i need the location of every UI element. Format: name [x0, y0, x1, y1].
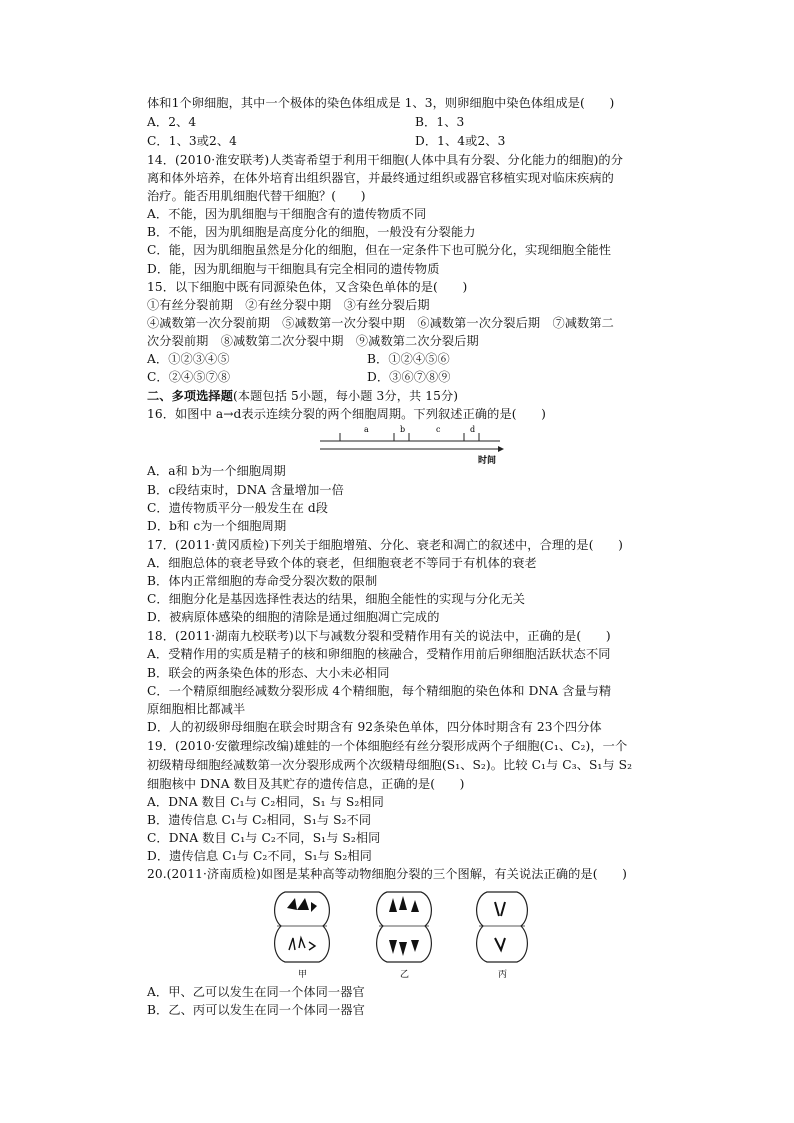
- q18-option-d: D．人的初级卵母细胞在联会时期含有 92条染色单体，四分体时期含有 23个四分体: [147, 720, 602, 734]
- q14-stem-line1: 14．(2010·淮安联考)人类寄希望于利用干细胞(人体中具有分裂、分化能力的细胞)的分: [147, 153, 624, 167]
- chromosome-shape: [287, 898, 317, 912]
- cell-cycle-timeline-figure: [318, 422, 504, 466]
- q13-stem-line: 体和1个卵细胞，其中一个极体的染色体组成是 1、3，则卵细胞中染色体组成是( ): [147, 96, 615, 110]
- q15-options-row1: [147, 351, 450, 368]
- timeline-label-a: a: [364, 425, 369, 434]
- q15-list-line2: ④减数第一次分裂前期 ⑤减数第一次分裂中期 ⑥减数第一次分裂后期 ⑦减数第二: [147, 316, 614, 330]
- q13-option-c: C．1、3或2、4: [147, 134, 237, 148]
- chromosome-shape: [289, 938, 315, 950]
- chromosome-shape: [495, 938, 505, 950]
- cell-label-yi: 乙: [400, 970, 410, 980]
- q19-option-a: A．DNA 数目 C₁与 C₂相同，S₁ 与 S₂相同: [147, 795, 384, 809]
- cell-division-diagrams: [265, 884, 545, 982]
- q16-stem: 16．如图中 a→d表示连续分裂的两个细胞周期。下列叙述正确的是( ): [147, 407, 547, 421]
- q16-option-d: D．b和 c为一个细胞周期: [147, 519, 287, 533]
- section-2-title: 二、多项选择题: [147, 389, 234, 403]
- q13-option-b: B．1、3: [415, 115, 465, 129]
- q15-list-line1: ①有丝分裂前期 ②有丝分裂中期 ③有丝分裂后期: [147, 298, 430, 312]
- q15-list-line3: 次分裂前期 ⑧减数第二次分裂中期 ⑨减数第二次分裂后期: [147, 334, 479, 348]
- q20-option-b: B．乙、丙可以发生在同一个体同一器官: [147, 1003, 365, 1017]
- cell-label-jia: 甲: [298, 970, 308, 980]
- q19-stem-line2: 初级精母细胞经减数第一次分裂形成两个次级精母细胞(S₁、S₂)。比较 C₁与 C₃、S₁与 S₂: [147, 758, 633, 772]
- timeline-label-b: b: [400, 425, 406, 434]
- cell-diagram-bing: [477, 892, 528, 980]
- q16-option-a: A．a和 b为一个细胞周期: [147, 464, 286, 478]
- section-2-heading: [147, 388, 458, 405]
- q19-stem-line1: 19．(2010·安徽理综改编)雄蛙的一个体细胞经有丝分裂形成两个子细胞(C₁、C₂)，一个: [147, 739, 628, 753]
- q14-stem-line2: 离和体外培养，在体外培育出组织器官，并最终通过组织或器官移植实现对临床疾病的: [147, 171, 614, 185]
- q14-option-b: B．不能，因为肌细胞是高度分化的细胞，一般没有分裂能力: [147, 225, 476, 239]
- q15-option-d: D．③⑥⑦⑧⑨: [367, 370, 451, 384]
- q20-stem: 20.(2011·济南质检)如图是某种高等动物细胞分裂的三个图解，有关说法正确的是( ): [147, 867, 627, 881]
- q16-option-c: C．遗传物质平分一般发生在 d段: [147, 501, 329, 515]
- q14-stem-line3: 治疗。能否用肌细胞代替干细胞？( ): [147, 189, 366, 203]
- q19-option-b: B．遗传信息 C₁与 C₂相同，S₁与 S₂不同: [147, 813, 372, 827]
- q19-stem-line3: 细胞核中 DNA 数目及其贮存的遗传信息，正确的是( ): [147, 777, 465, 791]
- q15-options-row2: [147, 369, 451, 386]
- q14-option-a: A．不能，因为肌细胞与干细胞含有的遗传物质不同: [147, 207, 427, 221]
- q18-option-c-line2: 原细胞相比都减半: [147, 702, 246, 716]
- q20-option-a: A．甲、乙可以发生在同一个体同一器官: [147, 985, 365, 999]
- q15-option-a: A．①②③④⑤: [147, 352, 230, 366]
- q14-option-d: D．能，因为肌细胞与干细胞具有完全相同的遗传物质: [147, 262, 440, 276]
- timeline-label-c: c: [436, 425, 441, 434]
- q18-option-b: B．联会的两条染色体的形态、大小未必相同: [147, 666, 390, 680]
- q17-option-d: D．被病原体感染的细胞的清除是通过细胞凋亡完成的: [147, 610, 440, 624]
- q15-option-c: C．②④⑤⑦⑧: [147, 370, 231, 384]
- cell-diagram-yi: [377, 892, 432, 980]
- q19-option-c: C．DNA 数目 C₁与 C₂不同，S₁与 S₂相同: [147, 831, 381, 845]
- q15-option-b: B．①②④⑤⑥: [367, 352, 450, 366]
- timeline-arrowhead: [498, 446, 504, 452]
- q17-option-b: B．体内正常细胞的寿命受分裂次数的限制: [147, 574, 378, 588]
- q18-option-c-line1: C．一个精原细胞经减数分裂形成 4个精细胞，每个精细胞的染色体和 DNA 含量与精: [147, 684, 612, 698]
- q13-options-row1: [147, 114, 465, 131]
- timeline-axis-label: 时间: [478, 456, 497, 466]
- cell-diagram-jia: [275, 892, 330, 980]
- section-2-note: (本题包括 5小题，每小题 3分，共 15分): [233, 389, 459, 403]
- q17-option-c: C．细胞分化是基因选择性表达的结果，细胞全能性的实现与分化无关: [147, 592, 526, 606]
- timeline-label-d: d: [470, 425, 476, 434]
- q19-option-d: D．遗传信息 C₁与 C₂不同，S₁与 S₂相同: [147, 849, 372, 863]
- q18-stem: 18．(2011·湖南九校联考)以下与减数分裂和受精作用有关的说法中，正确的是( ): [147, 629, 611, 643]
- chromosome-shape: [389, 940, 419, 956]
- q13-options-row2: [147, 133, 506, 150]
- q15-stem: 15．以下细胞中既有同源染色体，又含染色单体的是( ): [147, 280, 468, 294]
- chromosome-shape: [495, 902, 505, 916]
- q17-stem: 17．(2011·黄冈质检)下列关于细胞增殖、分化、衰老和凋亡的叙述中，合理的是( ): [147, 538, 624, 552]
- q14-option-c: C．能，因为肌细胞虽然是分化的细胞，但在一定条件下也可脱分化，实现细胞全能性: [147, 243, 612, 257]
- q18-option-a: A．受精作用的实质是精子的核和卵细胞的核融合，受精作用前后卵细胞活跃状态不同: [147, 647, 611, 661]
- q17-option-a: A．细胞总体的衰老导致个体的衰老，但细胞衰老不等同于有机体的衰老: [147, 556, 537, 570]
- cell-outline: [477, 892, 528, 962]
- q13-option-d: D．1、4或2、3: [415, 134, 506, 148]
- cell-label-bing: 丙: [498, 970, 508, 980]
- q13-option-a: A．2、4: [147, 115, 197, 129]
- q16-option-b: B．c段结束时，DNA 含量增加一倍: [147, 483, 344, 497]
- chromosome-shape: [389, 896, 419, 912]
